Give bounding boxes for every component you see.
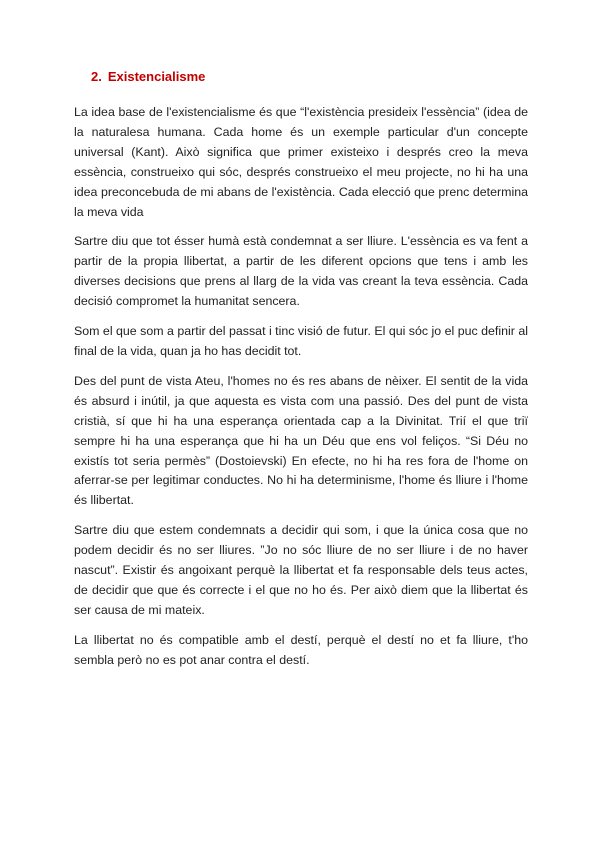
paragraph-decide-who-we-are: Sartre diu que estem condemnats a decidir qui som, i que la única cosa que no podem decidir és no ser lliures. ”Jo no sóc lliure de no ser lliure i de no haver nascut”. Existir és angoixant perquè la llibertat et fa responsable dels teus actes, de decidir que que és correcte i el que no ho és. Per això diem que la llibertat és ser causa de mi mateix.	[74, 523, 528, 617]
paragraph-past-future: Som el que som a partir del passat i tinc visió de futur. El qui sóc jo el puc definir al final de la vida, quan ja ho has decidit tot.	[74, 324, 528, 358]
document-body	[74, 103, 528, 681]
paragraph-sartre-condemned: Sartre diu que tot ésser humà està condemnat a ser lliure. L'essència es va fent a partir de la propia llibertat, a partir de les diferent opcions que tens i amb les diverses decisions que prens al llarg de la vida vas creant la teva essència. Cada decisió compromet la humanitat sencera.	[74, 234, 528, 309]
section-number: 2.	[91, 69, 102, 84]
paragraph-atheist-christian: Des del punt de vista Ateu, l'homes no és res abans de nèixer. El sentit de la vida és absurd i inútil, ja que aquesta es vista com una passió. Des del punt de vista cristià, sí que hi ha una esperança orientada cap a la Divinitat. Trií el que triï sempre hi ha una esperança que hi ha un Déu que ens vol feliços. “Si Déu no existís tot seria permès” (Dostoievski) En efecte, no hi ha res fora de l'home on aferrar-se per legitimar conductes. No hi ha determinisme, l'home és lliure i l'home és llibertat.	[74, 373, 528, 508]
section-heading	[91, 69, 205, 84]
section-title: Existencialisme	[107, 69, 206, 84]
paragraph-intro: La idea base de l'existencialisme és que “l'existència presideix l'essència” (idea de la naturalesa humana. Cada home és un exemple particular d'un concepte universal (Kant). Això significa que primer existeixo i després creo la meva essència, construeixo qui sóc, després construeixo el meu projecte, no hi ha una idea preconcebuda de mi abans de l'existència. Cada elecció que prenc determina la meva vida	[74, 105, 528, 219]
paragraph-freedom-destiny: La llibertat no és compatible amb el destí, perquè el destí no et fa lliure, t'ho sembla però no es pot anar contra el destí.	[74, 632, 528, 667]
